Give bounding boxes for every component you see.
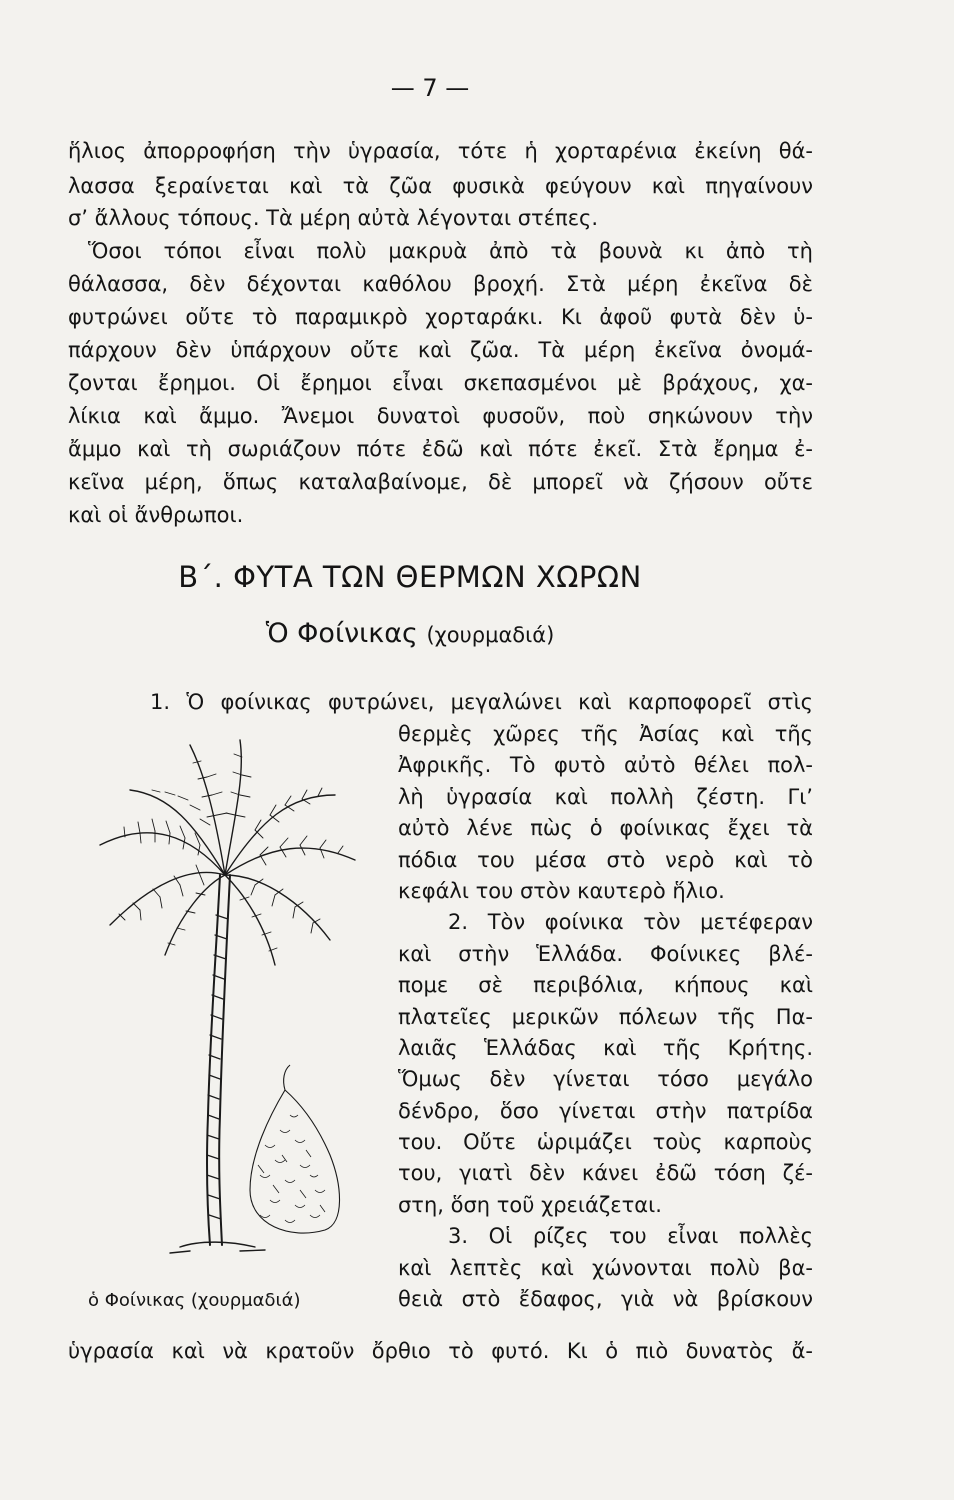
text-line: ἥλιος ἀπορροφήση τὴν ὑγρασία, τότε ἡ χορταρένια ἐκείνη θά- xyxy=(68,139,813,163)
text-line: καὶ οἱ ἄνθρωποι. xyxy=(68,503,244,527)
palm-tree-illustration xyxy=(70,735,370,1275)
text-line: ζονται ἔρημοι. Οἱ ἔρημοι εἶναι σκεπασμένοι μὲ βράχους, χα- xyxy=(68,371,813,395)
figure-caption: ὁ Φοίνικας (χουρμαδιά) xyxy=(88,1290,301,1311)
text-line: κεφάλι του στὸν καυτερὸ ἥλιο. xyxy=(398,878,725,903)
text-line: σ’ ἄλλους τόπους. Τὰ μέρη αὐτὰ λέγονται στέπες. xyxy=(68,206,599,230)
text-line: καὶ στὴν Ἑλλάδα. Φοίνικες βλέ- xyxy=(398,941,813,966)
text-line: ἄμμο καὶ τὴ σωριάζουν πότε ἐδῶ καὶ πότε ἐκεῖ. Στὰ ἔρημα ἐ- xyxy=(68,437,813,461)
text-line: ὑγρασία καὶ νὰ κρατοῦν ὄρθιο τὸ φυτό. Κι ὁ πιὸ δυνατὸς ἄ- xyxy=(68,1339,813,1363)
text-line: αὐτὸ λένε πὼς ὁ φοίνικας ἔχει τὰ xyxy=(398,816,813,841)
text-line: στη, ὅση τοῦ χρειάζεται. xyxy=(398,1192,662,1217)
paragraph-1-first-line: 1. Ὁ φοίνικας φυτρώνει, μεγαλώνει καὶ καρποφορεῖ στὶς xyxy=(150,690,813,714)
text-line: λαιᾶς Ἑλλάδας καὶ τῆς Κρήτης. xyxy=(398,1035,813,1060)
text-line: Ὅμως δὲν γίνεται τόσο μεγάλο xyxy=(398,1067,813,1092)
text-line: πόδια του μέσα στὸ νερὸ καὶ τὸ xyxy=(398,847,813,872)
text-line: θάλασσα, δὲν δέχονται καθόλου βροχή. Στὰ μέρη ἐκεῖνα δὲ xyxy=(68,272,813,296)
text-line: πομε σὲ περιβόλια, κήπους καὶ xyxy=(398,973,813,998)
subheading-paren: (χουρμαδιά) xyxy=(426,623,555,647)
text-line: φυτρώνει οὔτε τὸ παραμικρὸ χορταράκι. Κι ἀφοῦ φυτὰ δὲν ὑ- xyxy=(68,305,813,329)
text-line: Ἀφρικῆς. Τὸ φυτὸ αὐτὸ θέλει πολ- xyxy=(398,753,813,778)
subheading xyxy=(0,618,820,649)
section-heading: Β΄. ΦΥΤΑ ΤΩΝ ΘΕΡΜΩΝ ΧΩΡΩΝ xyxy=(178,560,642,594)
text-line: 3. Οἱ ρίζες του εἶναι πολλὲς xyxy=(448,1224,813,1249)
text-line: 2. Τὸν φοίνικα τὸν μετέφεραν xyxy=(448,910,813,935)
text-line: πάρχουν δὲν ὑπάρχουν οὔτε καὶ ζῶα. Τὰ μέρη ἐκεῖνα ὀνομά- xyxy=(68,338,813,362)
text-line: λασσα ξεραίνεται καὶ τὰ ζῶα φυσικὰ φεύγουν καὶ πηγαίνουν xyxy=(68,174,813,198)
text-line: λὴ ὑγρασία καὶ πολλὴ ζέστη. Γι’ xyxy=(398,784,813,809)
text-line: δένδρο, ὅσο γίνεται στὴν πατρίδα xyxy=(398,1098,813,1123)
text-line: του, γιατὶ δὲν κάνει ἐδῶ τόση ζέ- xyxy=(398,1161,813,1186)
text-line: Ὅσοι τόποι εἶναι πολὺ μακρυὰ ἀπὸ τὰ βουνὰ κι ἀπὸ τὴ xyxy=(88,239,813,263)
page-number: — 7 — xyxy=(390,74,470,102)
text-line: θειὰ στὸ ἔδαφος, γιὰ νὰ βρίσκουν xyxy=(398,1287,813,1312)
text-line: καὶ λεπτὲς καὶ χώνονται πολὺ βα- xyxy=(398,1255,813,1280)
text-line: θερμὲς χῶρες τῆς Ἀσίας καὶ τῆς xyxy=(398,722,813,746)
text-line: του. Οὔτε ὡριμάζει τοὺς καρποὺς xyxy=(398,1130,813,1155)
text-line: πλατεῖες μερικῶν πόλεων τῆς Πα- xyxy=(398,1004,813,1029)
subheading-title: Ὁ Φοίνικας xyxy=(265,618,418,649)
text-line: κεῖνα μέρη, ὅπως καταλαβαίνομε, δὲ μπορεῖ νὰ ζήσουν οὔτε xyxy=(68,470,813,494)
text-line: λίκια καὶ ἄμμο. Ἄνεμοι δυνατοὶ φυσοῦν, ποὺ σηκώνουν τὴν xyxy=(68,404,813,428)
right-column-text xyxy=(398,719,813,1315)
